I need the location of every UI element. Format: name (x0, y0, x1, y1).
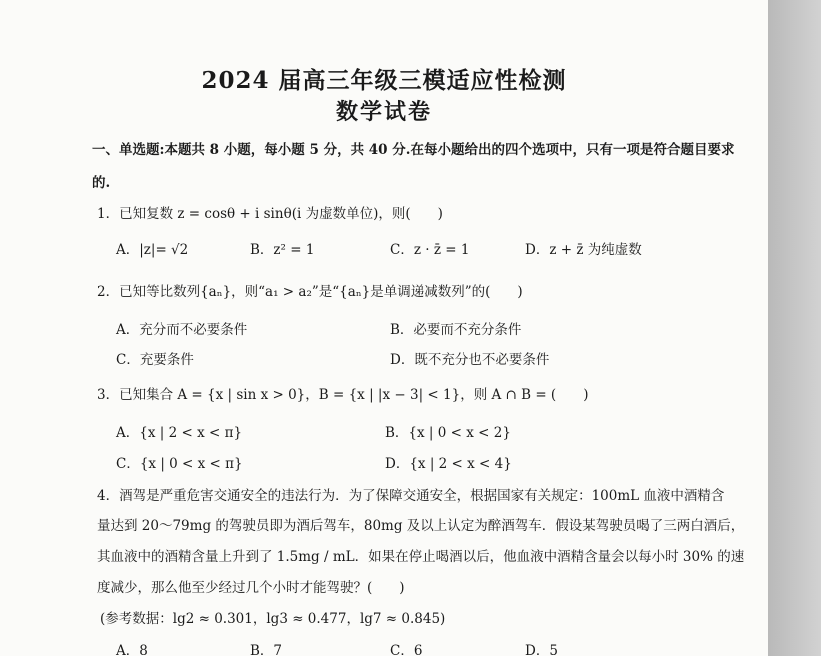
question-4-option-b: B．7 (250, 643, 283, 656)
viewer-background (768, 0, 821, 656)
question-1-option-a: A．|z|= √2 (116, 242, 189, 258)
question-4-reference-data: (参考数据：lg2 ≈ 0.301，lg3 ≈ 0.477，lg7 ≈ 0.845) (100, 611, 446, 627)
question-2-stem: 2．已知等比数列{aₙ}，则“a₁ > a₂”是“{aₙ}是单调递减数列”的( ) (97, 284, 523, 300)
question-4-stem-line3: 其血液中的酒精含量上升到了 1.5mg / mL．如果在停止喝酒以后，他血液中酒精含量会以每小时 30% 的速 (97, 549, 745, 565)
section-header-line1: 一、单选题:本题共 8 小题，每小题 5 分，共 40 分.在每小题给出的四个选项中，只有一项是符合题目要求 (92, 142, 735, 158)
question-4-option-a: A．8 (116, 643, 148, 656)
question-2-option-b: B．必要而不充分条件 (390, 322, 522, 338)
question-3-option-b: B．{x | 0 < x < 2} (385, 425, 511, 441)
question-2-option-a: A．充分而不必要条件 (116, 322, 248, 338)
question-2-option-c: C．充要条件 (116, 352, 194, 368)
question-1-option-b: B．z² = 1 (250, 242, 315, 258)
question-4-stem-line1: 4．酒驾是严重危害交通安全的违法行为．为了保障交通安全，根据国家有关规定：100mL 血液中酒精含 (97, 488, 725, 504)
exam-title: 2024 届高三年级三模适应性检测 (201, 67, 567, 94)
question-3-option-c: C．{x | 0 < x < π} (116, 456, 243, 472)
question-4-option-c: C．6 (390, 643, 423, 656)
question-4-stem-line4: 度减少，那么他至少经过几个小时才能驾驶？( ) (97, 580, 405, 596)
question-3-option-a: A．{x | 2 < x < π} (116, 425, 243, 441)
question-3-option-d: D．{x | 2 < x < 4} (385, 456, 512, 472)
question-3-stem: 3．已知集合 A = {x | sin x > 0}，B = {x | |x − 3| < 1}，则 A ∩ B = ( ) (97, 387, 589, 403)
question-1-option-c: C．z · z̄ = 1 (390, 242, 470, 258)
question-4-option-d: D．5 (525, 643, 558, 656)
question-1-option-d: D．z + z̄ 为纯虚数 (525, 242, 642, 258)
question-1-stem: 1．已知复数 z = cosθ + i sinθ(i 为虚数单位)，则( ) (97, 206, 443, 222)
exam-subtitle: 数学试卷 (335, 99, 432, 125)
question-4-stem-line2: 量达到 20～79mg 的驾驶员即为酒后驾车，80mg 及以上认定为醉酒驾车．假设某驾驶员喝了三两白酒后， (97, 518, 745, 534)
question-2-option-d: D．既不充分也不必要条件 (390, 352, 550, 368)
section-header-line2: 的. (92, 175, 111, 191)
